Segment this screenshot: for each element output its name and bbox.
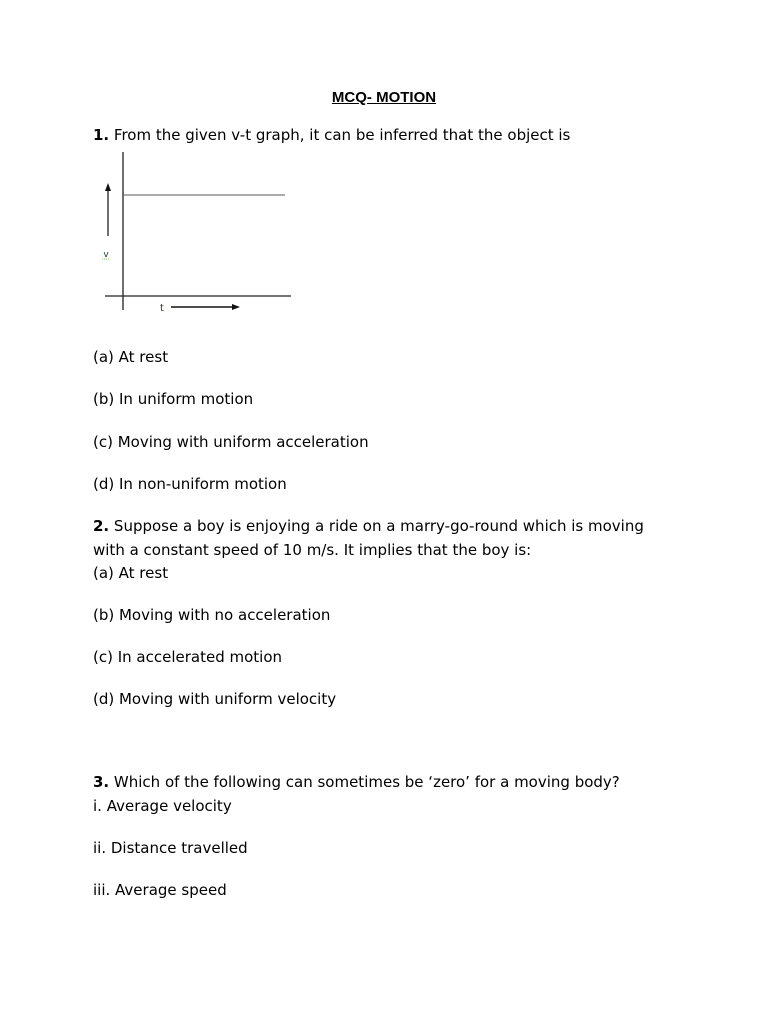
question-text: Which of the following can sometimes be ‘zero’ for a moving body? bbox=[113, 773, 620, 791]
x-arrow-head bbox=[232, 304, 240, 310]
q2-option-d: (d) Moving with uniform velocity bbox=[93, 690, 337, 708]
q3-option-iii: iii. Average speed bbox=[93, 881, 227, 899]
q2-option-a: (a) At rest bbox=[93, 564, 169, 582]
question-2-line-2: with a constant speed of 10 m/s. It implies that the boy is: bbox=[93, 541, 532, 559]
question-number: 1. bbox=[93, 126, 110, 144]
question-2-line-1 bbox=[93, 514, 644, 538]
q1-option-c: (c) Moving with uniform acceleration bbox=[93, 433, 369, 451]
question-number: 3. bbox=[93, 773, 110, 791]
q3-option-i: i. Average velocity bbox=[93, 797, 232, 815]
question-text: From the given v-t graph, it can be inferred that the object is bbox=[113, 126, 571, 144]
q1-option-b: (b) In uniform motion bbox=[93, 390, 254, 408]
question-text: Suppose a boy is enjoying a ride on a marry-go-round which is moving bbox=[113, 517, 644, 535]
q1-option-a: (a) At rest bbox=[93, 348, 169, 366]
vt-graph bbox=[96, 148, 296, 314]
q2-option-b: (b) Moving with no acceleration bbox=[93, 606, 331, 624]
q3-option-ii: ii. Distance travelled bbox=[93, 839, 248, 857]
question-3 bbox=[93, 770, 620, 794]
q2-option-c: (c) In accelerated motion bbox=[93, 648, 283, 666]
q1-option-d: (d) In non-uniform motion bbox=[93, 475, 287, 493]
x-axis-label: t bbox=[160, 303, 164, 314]
y-arrow-head bbox=[105, 183, 111, 191]
question-number: 2. bbox=[93, 517, 110, 535]
page-title: MCQ- MOTION bbox=[331, 89, 437, 106]
y-axis-label: v bbox=[103, 250, 109, 260]
question-1 bbox=[93, 123, 570, 147]
